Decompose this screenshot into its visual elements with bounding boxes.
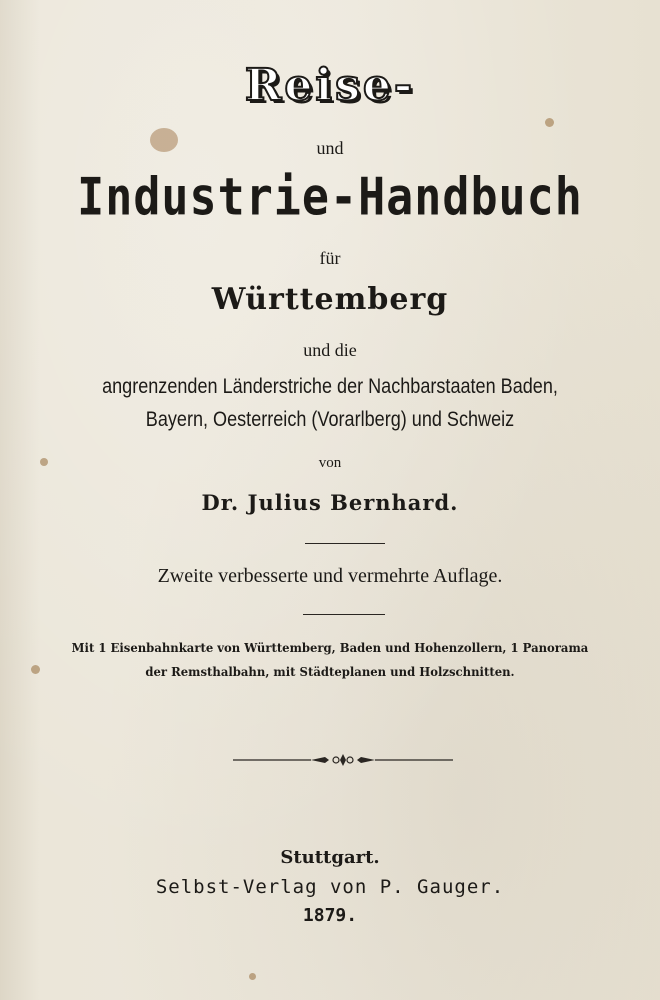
author-name: Dr. Julius Bernhard. bbox=[201, 490, 459, 515]
title-reise: Reise- bbox=[244, 60, 416, 111]
stain-spot bbox=[545, 118, 554, 127]
subtitle-line-2: Bayern, Oesterreich (Vorarlberg) und Schweiz bbox=[145, 408, 515, 431]
stain-spot bbox=[249, 973, 256, 980]
supplement-line-2: der Remsthalbahn, mit Städteplanen und Holzschnitten. bbox=[145, 664, 515, 679]
word-und-die: und die bbox=[303, 340, 357, 360]
divider-rule bbox=[305, 543, 385, 544]
publication-year: 1879. bbox=[302, 905, 358, 926]
subtitle-line-1: angrenzenden Länderstriche der Nachbarstaaten Baden, bbox=[102, 375, 558, 398]
supplement-line-1: Mit 1 Eisenbahnkarte von Württemberg, Baden und Hohenzollern, 1 Panorama bbox=[71, 640, 589, 655]
ornament-divider bbox=[233, 752, 453, 768]
main-title: Industrie-Handbuch bbox=[77, 166, 583, 227]
publication-city: Stuttgart. bbox=[280, 847, 380, 868]
word-und: und bbox=[316, 138, 344, 158]
region-title: Württemberg bbox=[211, 282, 449, 317]
divider-rule bbox=[303, 614, 385, 615]
word-fuer: für bbox=[319, 248, 341, 268]
word-von: von bbox=[318, 455, 342, 471]
publisher: Selbst-Verlag von P. Gauger. bbox=[155, 876, 505, 898]
edition-note: Zweite verbesserte und vermehrte Auflage. bbox=[157, 565, 503, 587]
